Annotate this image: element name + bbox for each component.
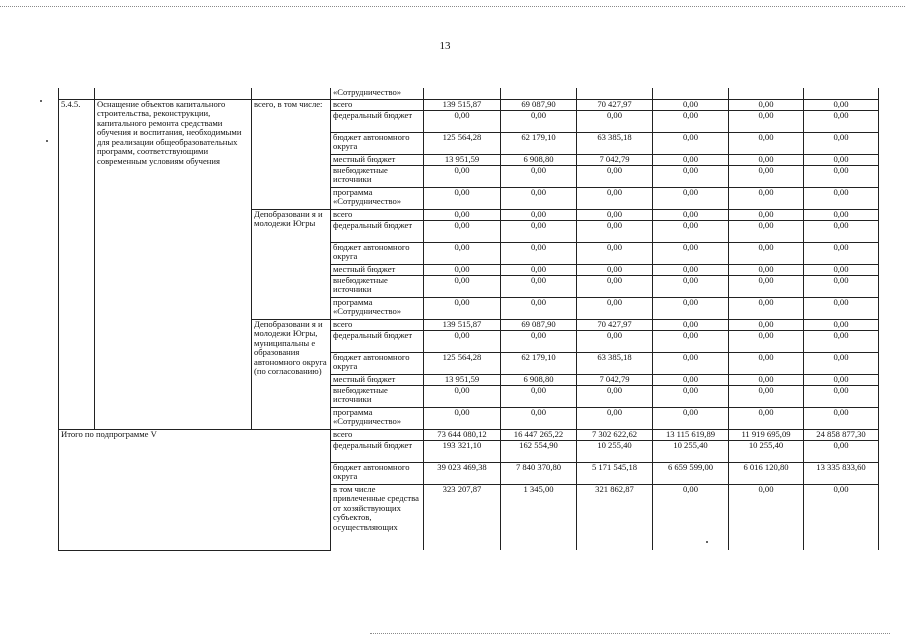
source-cell: всего	[331, 429, 424, 440]
source-cell: федеральный бюджет	[331, 330, 424, 352]
value-cell: 10 255,40	[577, 440, 653, 462]
value-cell: 0,00	[424, 297, 501, 319]
source-cell: всего	[331, 99, 424, 110]
value-cell: 39 023 469,38	[424, 462, 501, 484]
value-cell: 7 042,79	[577, 374, 653, 385]
value-cell: 0,00	[653, 264, 729, 275]
value-cell: 0,00	[804, 154, 879, 165]
value-cell: 0,00	[577, 209, 653, 220]
value-cell: 0,00	[804, 319, 879, 330]
source-cell: в том числе привлеченные средства от хозяйствующих субъектов, осуществляющих	[331, 484, 424, 550]
value-cell: 323 207,87	[424, 484, 501, 550]
value-cell: 6 659 599,00	[653, 462, 729, 484]
value-cell: 0,00	[424, 385, 501, 407]
value-cell: 0,00	[577, 165, 653, 187]
value-cell: 0,00	[804, 275, 879, 297]
value-cell: 0,00	[424, 165, 501, 187]
value-cell: 70 427,97	[577, 99, 653, 110]
source-cell: всего	[331, 319, 424, 330]
value-cell: 0,00	[577, 330, 653, 352]
value-cell: 7 042,79	[577, 154, 653, 165]
source-cell: бюджет автономного округа	[331, 132, 424, 154]
value-cell: 0,00	[729, 484, 804, 550]
value-cell: 10 255,40	[729, 440, 804, 462]
value-cell: 0,00	[729, 407, 804, 429]
value-cell: 0,00	[424, 110, 501, 132]
source-cell: местный бюджет	[331, 154, 424, 165]
value-cell: 69 087,90	[501, 99, 577, 110]
value-cell: 0,00	[577, 220, 653, 242]
value-cell	[424, 88, 501, 99]
value-cell: 0,00	[653, 484, 729, 550]
value-cell: 0,00	[729, 187, 804, 209]
source-cell: «Сотрудничество»	[331, 88, 424, 99]
value-cell: 0,00	[653, 154, 729, 165]
value-cell: 193 321,10	[424, 440, 501, 462]
value-cell: 0,00	[804, 407, 879, 429]
value-cell: 0,00	[653, 220, 729, 242]
source-cell: федеральный бюджет	[331, 220, 424, 242]
value-cell: 73 644 080,12	[424, 429, 501, 440]
value-cell: 0,00	[729, 264, 804, 275]
value-cell: 0,00	[804, 385, 879, 407]
source-cell: местный бюджет	[331, 374, 424, 385]
value-cell: 0,00	[501, 330, 577, 352]
value-cell: 62 179,10	[501, 352, 577, 374]
source-cell: федеральный бюджет	[331, 440, 424, 462]
value-cell: 0,00	[804, 99, 879, 110]
value-cell: 0,00	[804, 264, 879, 275]
value-cell: 13 951,59	[424, 374, 501, 385]
value-cell: 0,00	[804, 484, 879, 550]
value-cell: 62 179,10	[501, 132, 577, 154]
source-cell: бюджет автономного округа	[331, 242, 424, 264]
value-cell: 10 255,40	[653, 440, 729, 462]
scan-speck	[40, 100, 42, 102]
value-cell: 0,00	[804, 352, 879, 374]
value-cell: 0,00	[577, 297, 653, 319]
value-cell: 0,00	[804, 374, 879, 385]
value-cell: 63 385,18	[577, 352, 653, 374]
value-cell	[804, 88, 879, 99]
value-cell: 0,00	[653, 352, 729, 374]
value-cell: 0,00	[501, 187, 577, 209]
value-cell: 0,00	[501, 385, 577, 407]
source-cell: внебюджетные источники	[331, 275, 424, 297]
value-cell: 7 840 370,80	[501, 462, 577, 484]
value-cell: 0,00	[729, 99, 804, 110]
value-cell: 0,00	[424, 220, 501, 242]
value-cell: 11 919 695,09	[729, 429, 804, 440]
source-cell: бюджет автономного округа	[331, 352, 424, 374]
value-cell: 0,00	[501, 407, 577, 429]
value-cell: 6 016 120,80	[729, 462, 804, 484]
title-cell	[95, 88, 252, 99]
value-cell: 0,00	[424, 407, 501, 429]
executor-cell: Депобразовани я и молодежи Югры	[252, 209, 331, 319]
value-cell: 0,00	[501, 220, 577, 242]
source-cell: внебюджетные источники	[331, 385, 424, 407]
value-cell: 0,00	[729, 297, 804, 319]
value-cell: 0,00	[804, 220, 879, 242]
table-row	[59, 429, 879, 440]
source-cell: программа «Сотрудничество»	[331, 407, 424, 429]
value-cell: 6 908,80	[501, 374, 577, 385]
value-cell: 0,00	[424, 209, 501, 220]
executor-cell	[252, 88, 331, 99]
value-cell: 0,00	[653, 297, 729, 319]
value-cell: 6 908,80	[501, 154, 577, 165]
value-cell: 0,00	[729, 220, 804, 242]
executor-cell: Депобразовани я и молодежи Югры, муниципальны е образования автономного округа (по согласованию)	[252, 319, 331, 429]
funding-table	[58, 88, 879, 551]
value-cell: 0,00	[729, 385, 804, 407]
page-number: 13	[439, 40, 451, 52]
id-cell	[59, 88, 95, 99]
scan-bottom-edge	[370, 633, 890, 634]
value-cell: 125 564,28	[424, 352, 501, 374]
value-cell: 0,00	[729, 165, 804, 187]
value-cell: 0,00	[577, 385, 653, 407]
value-cell: 0,00	[577, 264, 653, 275]
value-cell: 0,00	[729, 374, 804, 385]
value-cell: 69 087,90	[501, 319, 577, 330]
value-cell: 0,00	[653, 319, 729, 330]
value-cell: 139 515,87	[424, 319, 501, 330]
value-cell	[653, 88, 729, 99]
value-cell: 13 115 619,89	[653, 429, 729, 440]
value-cell: 0,00	[729, 275, 804, 297]
value-cell: 0,00	[577, 407, 653, 429]
value-cell: 0,00	[501, 209, 577, 220]
value-cell: 0,00	[729, 154, 804, 165]
scan-top-edge	[0, 6, 905, 7]
value-cell: 7 302 622,62	[577, 429, 653, 440]
executor-cell: всего, в том числе:	[252, 99, 331, 209]
value-cell: 125 564,28	[424, 132, 501, 154]
value-cell: 0,00	[424, 275, 501, 297]
value-cell: 5 171 545,18	[577, 462, 653, 484]
value-cell: 0,00	[501, 264, 577, 275]
value-cell: 13 951,59	[424, 154, 501, 165]
value-cell: 63 385,18	[577, 132, 653, 154]
value-cell: 0,00	[653, 385, 729, 407]
table-row	[59, 88, 879, 99]
source-cell: всего	[331, 209, 424, 220]
value-cell: 0,00	[804, 187, 879, 209]
value-cell	[577, 88, 653, 99]
value-cell: 0,00	[653, 209, 729, 220]
table-body	[59, 88, 879, 550]
section-title: Оснащение объектов капитального строительства, реконструкции, капитального ремонта средствами обучения и воспитания, необходимыми для реализации общеобразовательных программ, соответствующими современным условиям обучения	[95, 99, 252, 429]
value-cell: 0,00	[804, 440, 879, 462]
value-cell: 139 515,87	[424, 99, 501, 110]
value-cell: 0,00	[653, 242, 729, 264]
value-cell: 0,00	[804, 297, 879, 319]
value-cell: 0,00	[653, 407, 729, 429]
value-cell: 0,00	[804, 165, 879, 187]
value-cell: 321 862,87	[577, 484, 653, 550]
source-cell: внебюджетные источники	[331, 165, 424, 187]
value-cell: 0,00	[501, 242, 577, 264]
value-cell: 0,00	[424, 264, 501, 275]
value-cell: 0,00	[653, 165, 729, 187]
value-cell: 0,00	[653, 110, 729, 132]
source-cell: программа «Сотрудничество»	[331, 187, 424, 209]
value-cell: 0,00	[501, 165, 577, 187]
value-cell: 0,00	[729, 330, 804, 352]
value-cell: 162 554,90	[501, 440, 577, 462]
scan-speck	[46, 140, 48, 142]
source-cell: местный бюджет	[331, 264, 424, 275]
section-id: 5.4.5.	[59, 99, 95, 429]
value-cell: 16 447 265,22	[501, 429, 577, 440]
value-cell: 0,00	[804, 110, 879, 132]
value-cell: 0,00	[653, 275, 729, 297]
value-cell: 0,00	[577, 275, 653, 297]
value-cell: 0,00	[424, 187, 501, 209]
value-cell: 24 858 877,30	[804, 429, 879, 440]
source-cell: бюджет автономного округа	[331, 462, 424, 484]
value-cell: 0,00	[653, 132, 729, 154]
value-cell	[729, 88, 804, 99]
value-cell: 0,00	[729, 132, 804, 154]
source-cell: федеральный бюджет	[331, 110, 424, 132]
value-cell: 0,00	[729, 242, 804, 264]
value-cell: 0,00	[804, 209, 879, 220]
value-cell: 0,00	[424, 242, 501, 264]
value-cell: 0,00	[577, 187, 653, 209]
value-cell: 0,00	[653, 187, 729, 209]
value-cell: 0,00	[729, 352, 804, 374]
value-cell: 0,00	[424, 330, 501, 352]
value-cell: 0,00	[653, 330, 729, 352]
value-cell: 0,00	[804, 330, 879, 352]
value-cell: 0,00	[501, 297, 577, 319]
value-cell: 70 427,97	[577, 319, 653, 330]
value-cell: 0,00	[501, 110, 577, 132]
value-cell: 0,00	[653, 99, 729, 110]
value-cell: 0,00	[653, 374, 729, 385]
value-cell	[501, 88, 577, 99]
source-cell: программа «Сотрудничество»	[331, 297, 424, 319]
value-cell: 0,00	[577, 110, 653, 132]
value-cell: 13 335 833,60	[804, 462, 879, 484]
value-cell: 0,00	[729, 209, 804, 220]
value-cell: 1 345,00	[501, 484, 577, 550]
value-cell: 0,00	[577, 242, 653, 264]
value-cell: 0,00	[804, 242, 879, 264]
table-row	[59, 99, 879, 110]
total-label: Итого по подпрограмме V	[59, 429, 331, 550]
value-cell: 0,00	[729, 319, 804, 330]
value-cell: 0,00	[729, 110, 804, 132]
value-cell: 0,00	[501, 275, 577, 297]
value-cell: 0,00	[804, 132, 879, 154]
